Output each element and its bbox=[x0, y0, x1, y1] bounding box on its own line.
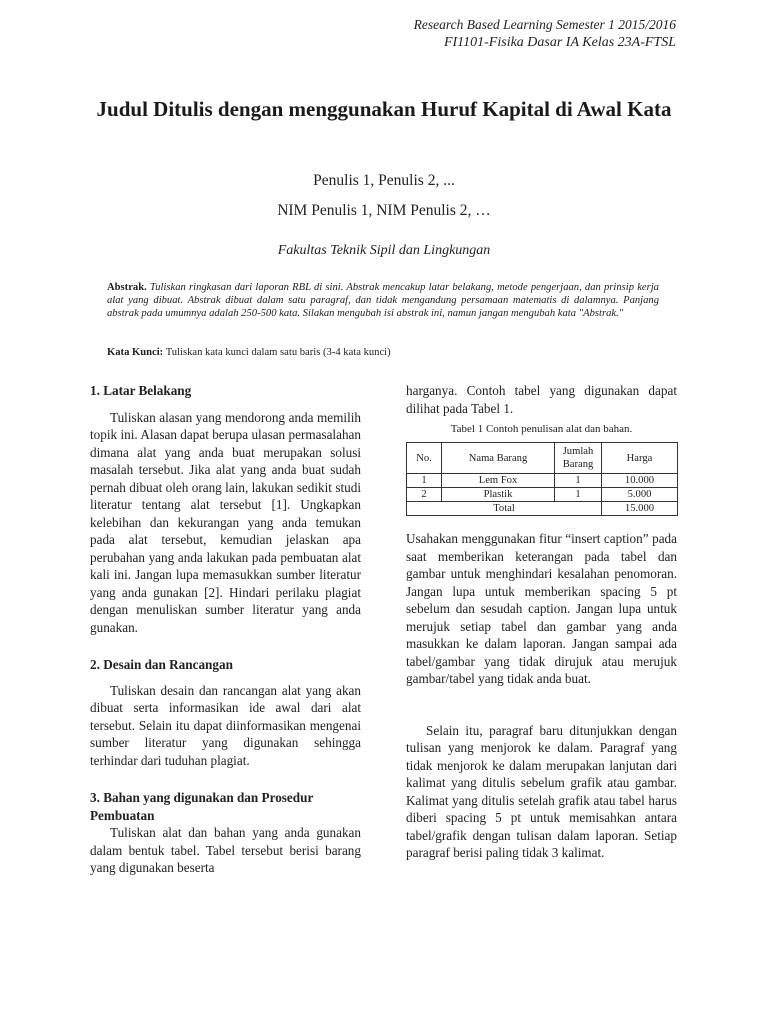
table-header-cell: No. bbox=[407, 443, 442, 474]
running-header-course-semester: Research Based Learning Semester 1 2015/2016 bbox=[413, 17, 676, 32]
table-cell: 2 bbox=[407, 488, 442, 502]
table-total-label: Total bbox=[407, 502, 602, 516]
keywords-block bbox=[107, 346, 659, 359]
section-heading-bahan: 3. Bahan yang digunakan dan Prosedur Pembuatan bbox=[90, 790, 314, 823]
table-cell: Plastik bbox=[442, 488, 555, 502]
table-caption: Tabel 1 Contoh penulisan alat dan bahan. bbox=[450, 423, 633, 435]
paper-title: Judul Ditulis dengan menggunakan Huruf Kapital di Awal Kata bbox=[96, 97, 672, 121]
table-row bbox=[407, 474, 678, 488]
paragraph-desain: Tuliskan desain dan rancangan alat yang akan dibuat serta informasikan ide awal dari alat tersebut. Selain itu dapat diinformasikan mengenai sumber literatur yang digunakan sehingga terhindar dari tuduhan plagiat. bbox=[90, 682, 361, 768]
keywords-label: Kata Kunci: bbox=[107, 347, 164, 358]
section-heading-desain: 2. Desain dan Rancangan bbox=[90, 657, 233, 672]
abstract-label: Abstrak. bbox=[107, 282, 147, 293]
table-cell: 10.000 bbox=[602, 474, 678, 488]
section-heading-latar-belakang: 1. Latar Belakang bbox=[90, 383, 192, 398]
table-cell: 1 bbox=[555, 474, 602, 488]
table-header-cell: Nama Barang bbox=[442, 443, 555, 474]
table-cell: 5.000 bbox=[602, 488, 678, 502]
paragraph-latar-belakang: Tuliskan alasan yang mendorong anda memilih topik ini. Alasan dapat berupa ulasan permasalahan dimana alat yang anda buat merupakan solusi masalah tersebut. Jika alat yang anda buat sudah pernah dibuat oleh orang lain, lakukan sedikit studi literatur tentang alat tersebut [1]. Ungkapkan kelebihan dan kekurangan yang anda temukan pada alat tersebut, kemudian jelaskan apa perubahan yang anda lakukan pada pembuatan alat kali ini. Jangan lupa memasukkan sumber literatur yang anda gunakan [2]. Hindari perilaku plagiat dengan menuliskan sumber literatur yang anda gunakan. bbox=[90, 409, 361, 635]
table-total-value: 15.000 bbox=[602, 502, 678, 516]
table-total-row bbox=[407, 502, 678, 516]
table-header-cell: Jumlah Barang bbox=[555, 443, 602, 474]
faculty-affiliation: Fakultas Teknik Sipil dan Lingkungan bbox=[277, 243, 491, 258]
author-names: Penulis 1, Penulis 2, ... bbox=[313, 172, 455, 189]
abstract-block bbox=[107, 281, 659, 321]
keywords-text: Tuliskan kata kunci dalam satu baris (3-4 kata kunci) bbox=[165, 347, 391, 358]
table-cell: 1 bbox=[555, 488, 602, 502]
table-row bbox=[407, 488, 678, 502]
table-cell: Lem Fox bbox=[442, 474, 555, 488]
paragraph-indentation-guidance: Selain itu, paragraf baru ditunjukkan dengan tulisan yang menjorok ke dalam. Paragraf yang tidak menjorok ke dalam merupakan lanjutan dari kalimat yang ditulis sebelum grafik atau gambar. Kalimat yang ditulis setelah grafik atau tabel harus diberi spacing 5 pt untuk memisahkan antara tabel/grafik dengan tulisan dalam laporan. Setiap paragraf berisi paling tidak 3 kalimat. bbox=[406, 722, 677, 860]
paragraph-caption-guidance: Usahakan menggunakan fitur “insert caption” pada saat memberikan keterangan pada tabel dan gambar untuk menghindari kesalahan penomoran. Jangan lupa untuk memberikan spacing 5 pt sebelum dan sesudah caption. Jangan lupa untuk merujuk setiap tabel dan gambar yang anda masukkan ke dalam laporan. Jangan sampai ada tabel/gambar yang tidak dirujuk atau merujuk gambar/tabel yang tidak anda buat. bbox=[406, 531, 677, 686]
right-column bbox=[406, 382, 677, 862]
paragraph-bahan-continued: harganya. Contoh tabel yang digunakan dapat dilihat pada Tabel 1. bbox=[406, 383, 677, 416]
running-header-class: FI1101-Fisika Dasar IA Kelas 23A-FTSL bbox=[443, 35, 676, 50]
author-ids: NIM Penulis 1, NIM Penulis 2, … bbox=[277, 202, 491, 219]
table-header-cell: Harga bbox=[602, 443, 678, 474]
table-header-row bbox=[407, 443, 678, 474]
abstract-text: Tuliskan ringkasan dari laporan RBL di sini. Abstrak mencakup latar belakang, metode pengerjaan, dan prinsip kerja alat yang dibuat. Abstrak dibuat dalam satu paragraf, dan tidak mengandung persamaan matematis di dalamnya. Panjang abstrak pada umumnya adalah 250-500 kata. Silakan mengubah isi abstrak ini, namun jangan mengubah kata "Abstrak." bbox=[107, 282, 659, 320]
paragraph-bahan: Tuliskan alat dan bahan yang anda gunakan dalam bentuk tabel. Tabel tersebut berisi barang yang digunakan beserta bbox=[90, 825, 361, 875]
materials-table bbox=[406, 442, 678, 516]
table-cell: 1 bbox=[407, 474, 442, 488]
left-column bbox=[90, 382, 361, 877]
